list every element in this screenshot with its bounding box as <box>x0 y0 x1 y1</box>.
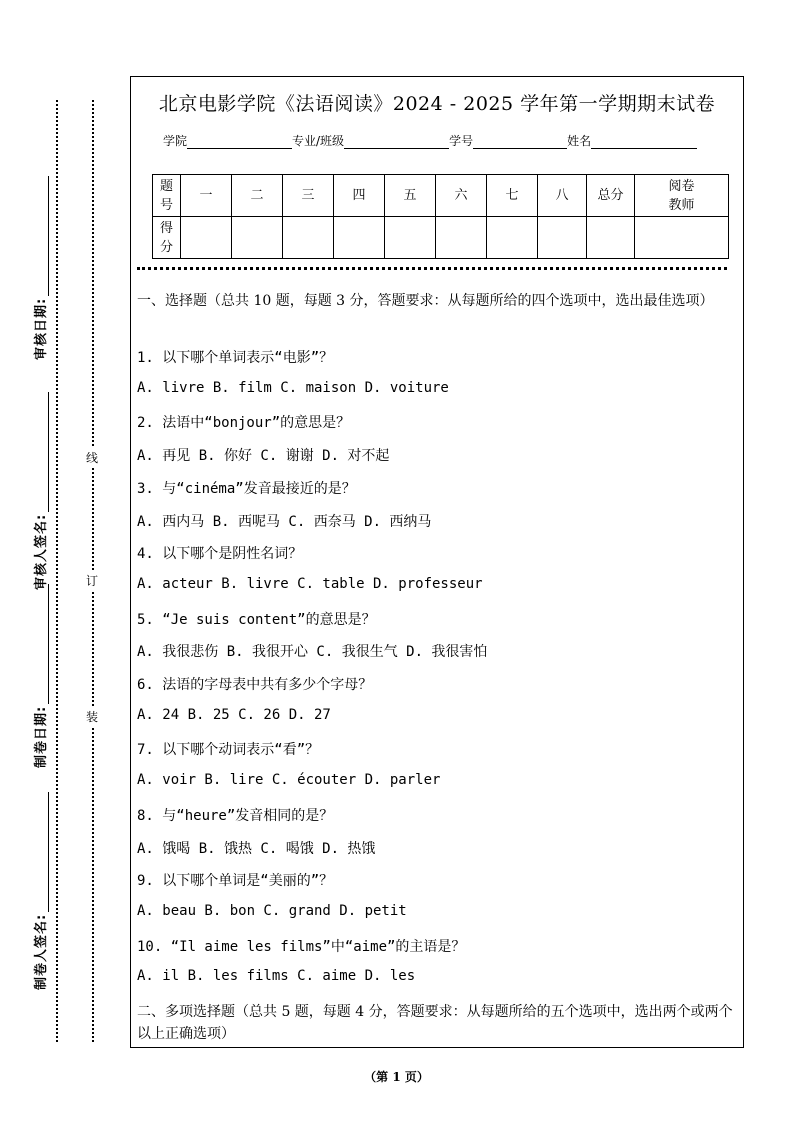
options-6: A. 24 B. 25 C. 26 D. 27 <box>137 707 331 723</box>
cut-mark-binding: 订 <box>86 571 98 590</box>
score-cell[interactable] <box>181 217 232 259</box>
cut-mark-line: 线 <box>86 448 98 467</box>
question-6: 6. 法语的字母表中共有多少个字母？ <box>137 677 373 693</box>
score-cell[interactable] <box>232 217 283 259</box>
score-cell-grader[interactable] <box>635 217 729 259</box>
student-id-blank[interactable] <box>473 136 567 149</box>
section1-heading: 一、选择题（总共 10 题，每题 3 分，答题要求：从每题所给的四个选项中，选出最佳选项） <box>137 293 714 309</box>
college-blank[interactable] <box>187 136 292 149</box>
score-cell[interactable] <box>436 217 487 259</box>
exam-frame <box>130 76 744 1048</box>
options-7: A. voir B. lire C. écouter D. parler <box>137 772 441 788</box>
dotted-separator <box>137 267 727 270</box>
options-1: A. livre B. film C. maison D. voiture <box>137 380 449 396</box>
col-header: 五 <box>385 175 436 217</box>
options-10: A. il B. les films C. aime D. les <box>137 968 416 984</box>
score-cell[interactable] <box>385 217 436 259</box>
college-field: 学院 <box>163 132 292 149</box>
question-1: 1. 以下哪个单词表示“电影”？ <box>137 350 334 366</box>
score-table-header-row <box>153 175 729 217</box>
score-cell[interactable] <box>334 217 385 259</box>
col-header: 二 <box>232 175 283 217</box>
page-number: （第 1 页） <box>364 1070 429 1084</box>
score-cell-total[interactable] <box>587 217 635 259</box>
exam-title: 北京电影学院《法语阅读》2024 - 2025 学年第一学期期末试卷 <box>158 93 716 115</box>
question-2: 2. 法语中“bonjour”的意思是？ <box>137 415 351 431</box>
score-cell[interactable] <box>487 217 538 259</box>
score-cell[interactable] <box>538 217 587 259</box>
question-9: 9. 以下哪个单词是“美丽的”？ <box>137 873 334 889</box>
review-date-blank[interactable] <box>35 176 49 296</box>
reviewer-signature-blank[interactable] <box>35 392 49 512</box>
options-8: A. 饿喝 B. 饿热 C. 喝饿 D. 热饿 <box>137 841 376 857</box>
reviewer-signature-label: 审核人签名: <box>30 392 49 590</box>
score-label: 得 分 <box>153 217 181 259</box>
col-header: 六 <box>436 175 487 217</box>
question-10: 10. “Il aime les films”中“aime”的主语是？ <box>137 939 466 955</box>
major-class-field: 专业/班级 <box>292 132 449 149</box>
name-blank[interactable] <box>591 136 697 149</box>
question-number-label: 题 号 <box>153 175 181 217</box>
paper-author-signature-blank[interactable] <box>35 792 49 912</box>
col-header: 八 <box>538 175 587 217</box>
paper-date-blank[interactable] <box>35 584 49 704</box>
col-header: 一 <box>181 175 232 217</box>
options-4: A. acteur B. livre C. table D. professeur <box>137 576 483 592</box>
col-header-total: 总分 <box>587 175 635 217</box>
question-7: 7. 以下哪个动词表示“看”？ <box>137 742 320 758</box>
options-5: A. 我很悲伤 B. 我很开心 C. 我很生气 D. 我很害怕 <box>137 644 488 660</box>
student-info-row <box>163 132 697 149</box>
review-date-label: 审核日期: <box>30 176 49 360</box>
options-9: A. beau B. bon C. grand D. petit <box>137 903 407 919</box>
paper-author-signature-label: 制卷人签名: <box>30 792 49 990</box>
section2-heading: 二、多项选择题（总共 5 题，每题 4 分，答题要求：从每题所给的五个选项中，选出两个或两个以上正确选项） <box>137 1004 733 1042</box>
col-header: 四 <box>334 175 385 217</box>
student-id-field: 学号 <box>449 132 567 149</box>
name-field: 姓名 <box>567 132 697 149</box>
score-cell[interactable] <box>283 217 334 259</box>
options-3: A. 西内马 B. 西呢马 C. 西奈马 D. 西纳马 <box>137 514 432 530</box>
binding-margin <box>0 0 130 1122</box>
col-header: 七 <box>487 175 538 217</box>
major-class-blank[interactable] <box>344 136 449 149</box>
question-4: 4. 以下哪个是阴性名词？ <box>137 546 303 562</box>
options-2: A. 再见 B. 你好 C. 谢谢 D. 对不起 <box>137 448 390 464</box>
question-5: 5. “Je suis content”的意思是？ <box>137 612 376 628</box>
col-header: 三 <box>283 175 334 217</box>
question-3: 3. 与“cinéma”发音最接近的是？ <box>137 481 356 497</box>
question-8: 8. 与“heure”发音相同的是？ <box>137 808 334 824</box>
col-header-grader: 阅卷 教师 <box>635 175 729 217</box>
score-table-score-row <box>153 217 729 259</box>
cut-mark-pack: 装 <box>86 707 98 726</box>
score-table <box>152 174 729 259</box>
paper-date-label: 制卷日期: <box>30 584 49 768</box>
binding-dotted-line <box>56 100 58 1042</box>
